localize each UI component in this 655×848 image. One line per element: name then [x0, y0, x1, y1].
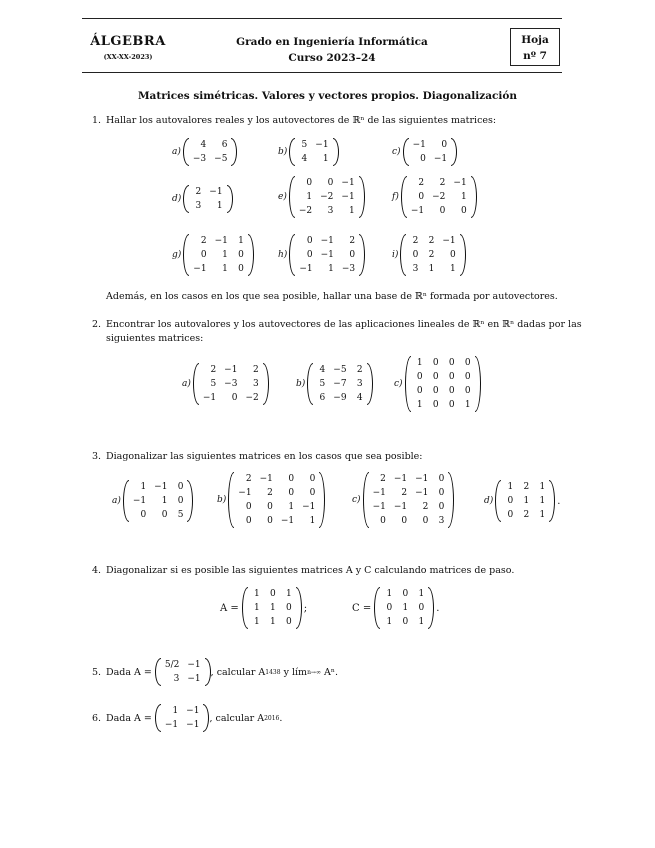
matrix-entry: 2	[523, 510, 530, 520]
matrix-entry: 0	[286, 603, 292, 613]
matrix-entry: 0	[238, 264, 244, 274]
sheet-number: nº 7	[523, 50, 547, 62]
matrix-entry: 0	[432, 386, 439, 396]
matrix-1e	[278, 176, 365, 218]
matrix-entry: 0	[432, 372, 439, 382]
matrix-entry: 0	[448, 400, 455, 410]
problem-text: Diagonalizar las siguientes matrices en los casos que sea posible:	[106, 451, 423, 462]
matrix-label: b)	[278, 147, 288, 157]
matrix-entry: −2	[432, 192, 446, 202]
sheet-label: Hoja	[521, 34, 549, 46]
matrix-entry: −1	[186, 706, 200, 716]
matrix-label: f)	[392, 192, 399, 202]
matrix-entry: 0	[306, 250, 313, 260]
matrix-1b	[278, 138, 339, 166]
matrix-entry: −1	[238, 488, 252, 498]
matrix-entry: 1	[416, 400, 423, 410]
matrix-entry: −1	[320, 236, 334, 246]
matrix-body	[183, 234, 254, 276]
problem-number: 5.	[92, 666, 102, 678]
matrix-entry: −2	[320, 192, 334, 202]
matrix-entry: 1	[254, 589, 260, 599]
matrix-entry: 1	[238, 236, 244, 246]
exam-date: (XX-XX-2023)	[103, 53, 153, 61]
matrix-entry: 0	[306, 236, 313, 246]
matrix-entry: 0	[140, 510, 147, 520]
matrix-body	[228, 472, 325, 528]
matrix-entry: 1	[286, 589, 292, 599]
matrix-entry: 2	[418, 178, 425, 188]
matrix-entry: 1	[270, 617, 276, 627]
matrix-1f	[392, 176, 477, 218]
problem-5-statement	[92, 658, 338, 686]
problem-lead: Dada A =	[106, 666, 152, 678]
sheet-number-box	[510, 28, 560, 66]
matrix-entry: −2	[245, 393, 259, 403]
matrix-entry: 3	[438, 516, 445, 526]
problem-text: Encontrar los autovalores y los autovectores de las aplicaciones lineales de ℝⁿ en ℝⁿ dadas por las	[106, 319, 582, 330]
matrix-label: i)	[392, 250, 399, 260]
matrix-entry: 0	[438, 488, 445, 498]
matrix-body	[123, 480, 194, 522]
matrix-entry: −1	[202, 393, 217, 403]
matrix-body	[307, 363, 372, 405]
matrix-entry: 0	[448, 372, 455, 382]
matrix-entry: 6	[221, 140, 228, 150]
matrix-body	[403, 138, 458, 166]
matrix-entry: −1	[214, 236, 228, 246]
matrix-entry: −1	[186, 720, 200, 730]
matrix-label: A =	[220, 602, 239, 614]
matrix-body	[155, 704, 210, 732]
problem-text: Diagonalizar si es posible las siguientes matrices A y C calculando matrices de paso.	[106, 565, 515, 576]
page-title: Matrices simétricas. Valores y vectores propios. Diagonalización	[137, 90, 518, 102]
matrix-entry: −1	[132, 496, 147, 506]
matrix-entry: 3	[356, 379, 363, 389]
matrix-body	[289, 176, 365, 218]
matrix-body	[183, 185, 232, 213]
matrix-entry: 1	[428, 264, 435, 274]
matrix-entry: 3	[195, 201, 202, 211]
matrix-entry: 0	[507, 496, 514, 506]
matrix-entry: −1	[415, 474, 429, 484]
matrix-label: b)	[217, 495, 227, 505]
matrix-entry: 0	[418, 603, 425, 613]
matrix-body	[193, 363, 269, 405]
matrix-entry: −1	[299, 264, 313, 274]
matrix-entry: 1	[523, 496, 530, 506]
degree-name: Grado en Ingeniería Informática	[236, 36, 428, 48]
matrix-entry: 1	[460, 192, 467, 202]
limit-subscript: n→∞	[307, 668, 321, 676]
matrix-entry: −9	[333, 393, 347, 403]
matrix-entry: 0	[401, 516, 408, 526]
matrix-entry: 5/2	[164, 660, 180, 670]
matrix-label: c)	[352, 495, 361, 505]
matrix-label: b)	[296, 379, 306, 389]
matrix-entry: 0	[402, 617, 409, 627]
matrix-entry: −3	[341, 264, 356, 274]
matrix-entry: 0	[177, 482, 184, 492]
matrix-entry: 0	[432, 400, 439, 410]
matrix-entry: −1	[393, 502, 408, 512]
subject-title: ÁLGEBRA	[90, 34, 166, 49]
matrix-entry: 2	[356, 365, 363, 375]
exponent: 2016	[264, 714, 280, 722]
matrix-entry: 5	[301, 140, 308, 150]
matrix-body	[242, 587, 302, 629]
matrix-entry: 1	[306, 192, 313, 202]
matrix-entry: −1	[315, 140, 329, 150]
matrix-entry: 2	[210, 365, 217, 375]
matrix-entry: 0	[439, 206, 446, 216]
problem-number: 4.	[92, 565, 102, 576]
matrix-2b	[296, 363, 373, 405]
matrix-entry: 2	[439, 178, 446, 188]
matrix-entry: 5	[319, 379, 326, 389]
matrix-entry: 0	[441, 140, 448, 150]
matrix-entry: 5	[210, 379, 217, 389]
matrix-1i	[392, 234, 466, 276]
matrix-5	[155, 658, 211, 686]
problem-1-note: Además, en los casos en los que sea posible, hallar una base de ℝⁿ formada por autovectores.	[106, 291, 558, 302]
matrix-entry: −1	[154, 482, 168, 492]
problem-text-tail: Aⁿ.	[320, 666, 338, 678]
problem-text: , calcular A	[210, 666, 266, 678]
matrix-entry: 0	[380, 516, 386, 526]
matrix-entry: 0	[507, 510, 514, 520]
matrix-entry: 0	[267, 516, 273, 526]
matrix-entry: 0	[449, 250, 456, 260]
matrix-entry: −1	[187, 674, 201, 684]
matrix-entry: 2	[245, 474, 252, 484]
matrix-entry: 0	[418, 192, 425, 202]
matrix-entry: 3	[327, 206, 334, 216]
matrix-entry: −1	[393, 474, 408, 484]
matrix-entry: 1	[254, 603, 260, 613]
problem-number: 1.	[92, 115, 102, 126]
matrix-entry: 1	[418, 617, 425, 627]
matrix-entry: 0	[448, 386, 455, 396]
matrix-entry: 1	[507, 482, 514, 492]
matrix-entry: 0	[306, 178, 313, 188]
problem-1-statement	[92, 114, 496, 128]
matrix-entry: −1	[224, 365, 238, 375]
matrix-entry: 1	[386, 589, 393, 599]
matrix-entry: −1	[412, 140, 426, 150]
matrix-entry: 2	[523, 482, 530, 492]
matrix-entry: 2	[412, 236, 419, 246]
matrix-entry: 3	[173, 674, 180, 684]
matrix-entry: 0	[448, 358, 455, 368]
matrix-entry: 0	[464, 386, 471, 396]
matrix-2c	[394, 356, 481, 412]
matrix-entry: 4	[319, 365, 326, 375]
problem-text-continued: siguientes matrices:	[106, 333, 204, 344]
problem-number: 6.	[92, 712, 102, 724]
matrix-label: c)	[392, 147, 401, 157]
matrix-entry: 1	[348, 206, 355, 216]
matrix-entry: 0	[420, 154, 426, 164]
matrix-entry: 0	[270, 589, 276, 599]
matrix-punctuation: .	[557, 495, 561, 507]
exponent: 1438	[265, 668, 281, 676]
matrix-entry: 1	[322, 154, 329, 164]
matrix-4C	[352, 587, 439, 629]
matrix-3d	[484, 480, 560, 522]
matrix-punctuation: .	[436, 602, 440, 614]
problem-4-statement	[92, 564, 514, 578]
matrix-3c	[352, 472, 454, 528]
course-year: Curso 2023–24	[288, 52, 376, 64]
matrix-entry: 1	[288, 502, 295, 512]
matrix-entry: −1	[442, 236, 456, 246]
matrix-entry: −1	[341, 178, 355, 188]
matrix-label: d)	[484, 496, 494, 506]
matrix-entry: −2	[298, 206, 313, 216]
matrix-1g	[172, 234, 254, 276]
matrix-entry: 1	[222, 250, 228, 260]
matrix-entry: 1	[161, 496, 168, 506]
problem-text-tail: .	[279, 712, 283, 724]
matrix-label: C =	[352, 602, 372, 614]
matrix-entry: 4	[200, 140, 207, 150]
matrix-entry: 5	[177, 510, 184, 520]
matrix-3b	[217, 472, 325, 528]
matrix-entry: 1	[539, 510, 546, 520]
matrix-label: a)	[172, 147, 181, 157]
matrix-entry: −3	[192, 154, 207, 164]
problem-number: 2.	[92, 319, 102, 330]
problem-text: , calcular A	[209, 712, 265, 724]
header-subject-block	[88, 34, 168, 61]
matrix-entry: −1	[280, 516, 295, 526]
matrix-body	[363, 472, 455, 528]
matrix-entry: 1	[402, 603, 409, 613]
matrix-entry: −1	[187, 660, 201, 670]
matrix-entry: −1	[410, 206, 425, 216]
matrix-1a	[172, 138, 237, 166]
matrix-label: c)	[394, 379, 403, 389]
matrix-entry: 0	[238, 250, 244, 260]
header-top-rule	[82, 18, 562, 19]
matrix-4A	[220, 587, 307, 629]
matrix-entry: 0	[349, 250, 356, 260]
matrix-label: d)	[172, 194, 182, 204]
matrix-punctuation: ;	[303, 602, 308, 614]
matrix-label: a)	[182, 379, 191, 389]
matrix-entry: −1	[415, 488, 429, 498]
matrix-body	[374, 587, 434, 629]
matrix-entry: −7	[333, 379, 347, 389]
matrix-entry: −1	[193, 264, 207, 274]
matrix-6	[155, 704, 210, 732]
matrix-entry: 1	[140, 482, 147, 492]
matrix-entry: 3	[253, 379, 259, 389]
problem-2-statement	[92, 318, 582, 346]
matrix-entry: 0	[286, 617, 292, 627]
matrix-entry: 2	[380, 474, 386, 484]
matrix-entry: 0	[309, 488, 316, 498]
matrix-entry: 2	[422, 502, 429, 512]
matrix-entry: 0	[267, 502, 273, 512]
matrix-entry: 1	[254, 617, 260, 627]
matrix-body	[183, 138, 238, 166]
matrix-entry: 1	[449, 264, 456, 274]
matrix-entry: 0	[386, 603, 393, 613]
matrix-entry: −1	[341, 192, 355, 202]
matrix-entry: −5	[333, 365, 347, 375]
matrix-entry: 0	[464, 372, 471, 382]
matrix-entry: −1	[209, 187, 223, 197]
matrix-entry: 4	[301, 154, 308, 164]
matrix-entry: 1	[539, 496, 546, 506]
matrix-entry: −1	[453, 178, 467, 188]
matrix-entry: 2	[349, 236, 356, 246]
matrix-entry: 1	[328, 264, 334, 274]
matrix-entry: 0	[327, 178, 334, 188]
matrix-entry: 6	[319, 393, 326, 403]
matrix-entry: 0	[460, 206, 467, 216]
matrix-entry: −3	[224, 379, 238, 389]
matrix-entry: 2	[428, 250, 435, 260]
matrix-body	[400, 234, 465, 276]
matrix-body	[155, 658, 211, 686]
matrix-entry: 0	[309, 474, 316, 484]
matrix-entry: 1	[539, 482, 546, 492]
problem-text: Hallar los autovalores reales y los autovectores de ℝⁿ de las siguientes matrices:	[106, 115, 497, 126]
matrix-body	[495, 480, 555, 522]
matrix-entry: 1	[386, 617, 393, 627]
matrix-1c	[392, 138, 457, 166]
matrix-label: a)	[112, 496, 121, 506]
matrix-entry: 1	[270, 603, 276, 613]
problem-number: 3.	[92, 451, 102, 462]
matrix-label: g)	[172, 250, 182, 260]
matrix-entry: 0	[177, 496, 184, 506]
matrix-entry: 0	[432, 358, 439, 368]
matrix-entry: 2	[195, 187, 202, 197]
matrix-body	[405, 356, 481, 412]
matrix-entry: 0	[438, 474, 445, 484]
matrix-entry: 2	[200, 236, 207, 246]
matrix-3a	[112, 480, 193, 522]
matrix-entry: 1	[418, 589, 425, 599]
matrix-entry: −1	[259, 474, 273, 484]
matrix-label: e)	[278, 192, 287, 202]
matrix-entry: 0	[288, 488, 295, 498]
problem-6-statement	[92, 704, 282, 732]
matrix-entry: 0	[161, 510, 168, 520]
matrix-entry: −1	[372, 502, 386, 512]
matrix-body	[289, 138, 338, 166]
matrix-entry: 1	[172, 706, 179, 716]
matrix-entry: −1	[302, 502, 316, 512]
header-course-block	[212, 34, 452, 66]
matrix-entry: 2	[401, 488, 408, 498]
matrix-entry: 4	[356, 393, 363, 403]
problem-lead: Dada A =	[106, 712, 152, 724]
matrix-entry: −5	[214, 154, 228, 164]
matrix-body	[401, 176, 477, 218]
matrix-entry: 0	[200, 250, 207, 260]
header-bottom-rule	[82, 72, 562, 73]
matrix-entry: 1	[309, 516, 316, 526]
matrix-entry: 0	[438, 502, 445, 512]
matrix-entry: 0	[422, 516, 429, 526]
matrix-entry: 0	[231, 393, 238, 403]
matrix-entry: 0	[288, 474, 295, 484]
matrix-entry: 0	[416, 372, 423, 382]
matrix-entry: −1	[164, 720, 179, 730]
matrix-entry: −1	[433, 154, 448, 164]
matrix-entry: 2	[253, 365, 259, 375]
matrix-label: h)	[278, 250, 288, 260]
matrix-entry: 0	[464, 358, 471, 368]
matrix-entry: 1	[216, 201, 223, 211]
matrix-entry: 0	[245, 502, 252, 512]
matrix-entry: 1	[222, 264, 228, 274]
matrix-entry: 0	[412, 250, 419, 260]
matrix-entry: −1	[320, 250, 334, 260]
matrix-1d	[172, 185, 233, 213]
matrix-entry: 0	[245, 516, 252, 526]
matrix-entry: 2	[267, 488, 273, 498]
matrix-entry: 1	[416, 358, 423, 368]
matrix-entry: 2	[428, 236, 435, 246]
matrix-body	[289, 234, 365, 276]
problem-3-statement	[92, 450, 423, 464]
matrix-1h	[278, 234, 365, 276]
problem-text-limit: y lím	[280, 666, 308, 678]
matrix-entry: 0	[402, 589, 409, 599]
matrix-entry: 1	[464, 400, 471, 410]
matrix-entry: −1	[372, 488, 386, 498]
matrix-entry: 0	[416, 386, 423, 396]
matrix-2a	[182, 363, 269, 405]
matrix-entry: 3	[412, 264, 419, 274]
